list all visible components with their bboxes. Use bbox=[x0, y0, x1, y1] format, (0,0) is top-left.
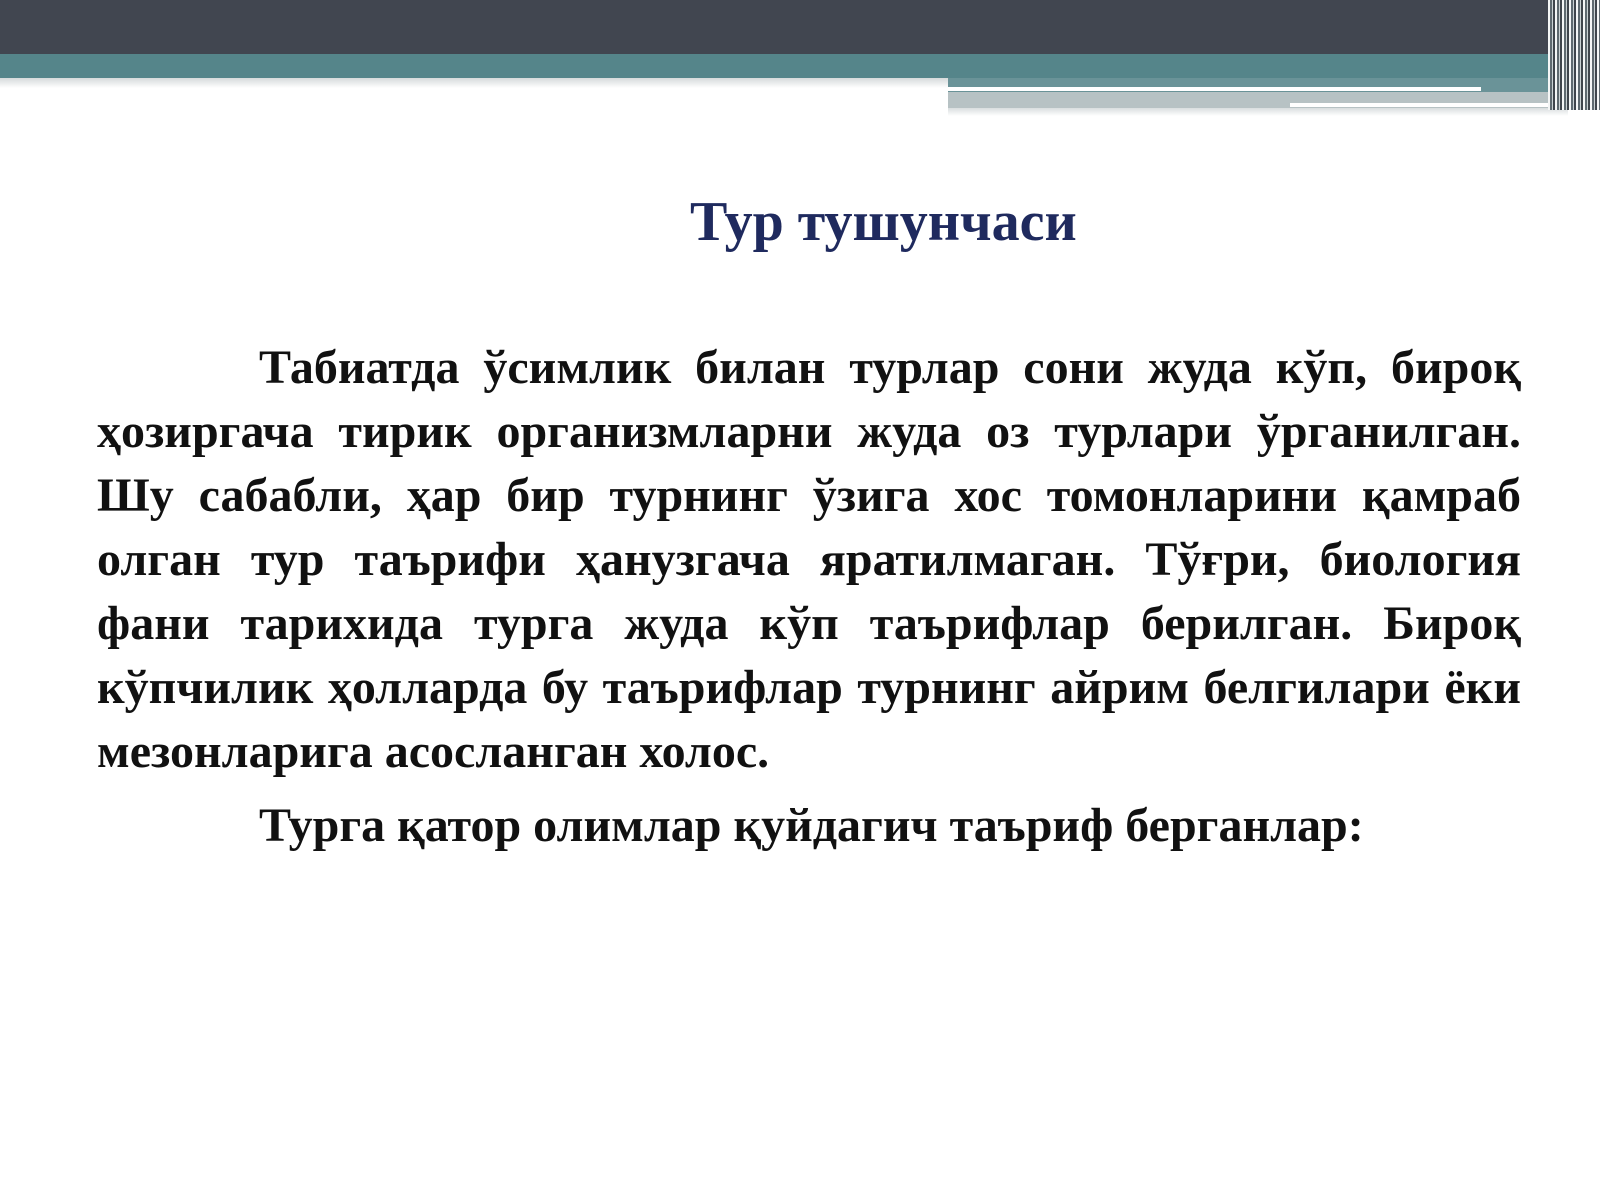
header-shadow bbox=[0, 78, 950, 88]
header-vertical-stripes bbox=[1548, 0, 1600, 110]
header-teal-bar bbox=[0, 54, 1600, 78]
header-highlight-line bbox=[948, 87, 1481, 91]
slide-title: Тур тушунчаси bbox=[690, 191, 1077, 253]
body-paragraph-2: Турга қатор олимлар қуйдагич таъриф берганлар: bbox=[259, 799, 1364, 852]
header-accent-shadow bbox=[948, 108, 1568, 116]
slide-body bbox=[97, 336, 1521, 858]
body-paragraph-1: Табиатда ўсимлик билан турлар сони жуда кўп, бироқ ҳозиргача тирик организмларни жуда оз турлари ўрганилган. Шу сабабли, ҳар бир турнинг ўзига хос томонларини қамраб олган тур таърифи ҳанузгача яратилмаган. Тўғри, биология фани тарихида турга жуда кўп таърифлар берилган. Бироқ кўпчилик ҳолларда бу таърифлар турнинг айрим белгилари ёки мезонларига асосланган холос. bbox=[97, 341, 1521, 778]
header-highlight-line-short bbox=[1290, 103, 1568, 107]
header-dark-bar bbox=[0, 0, 1600, 54]
